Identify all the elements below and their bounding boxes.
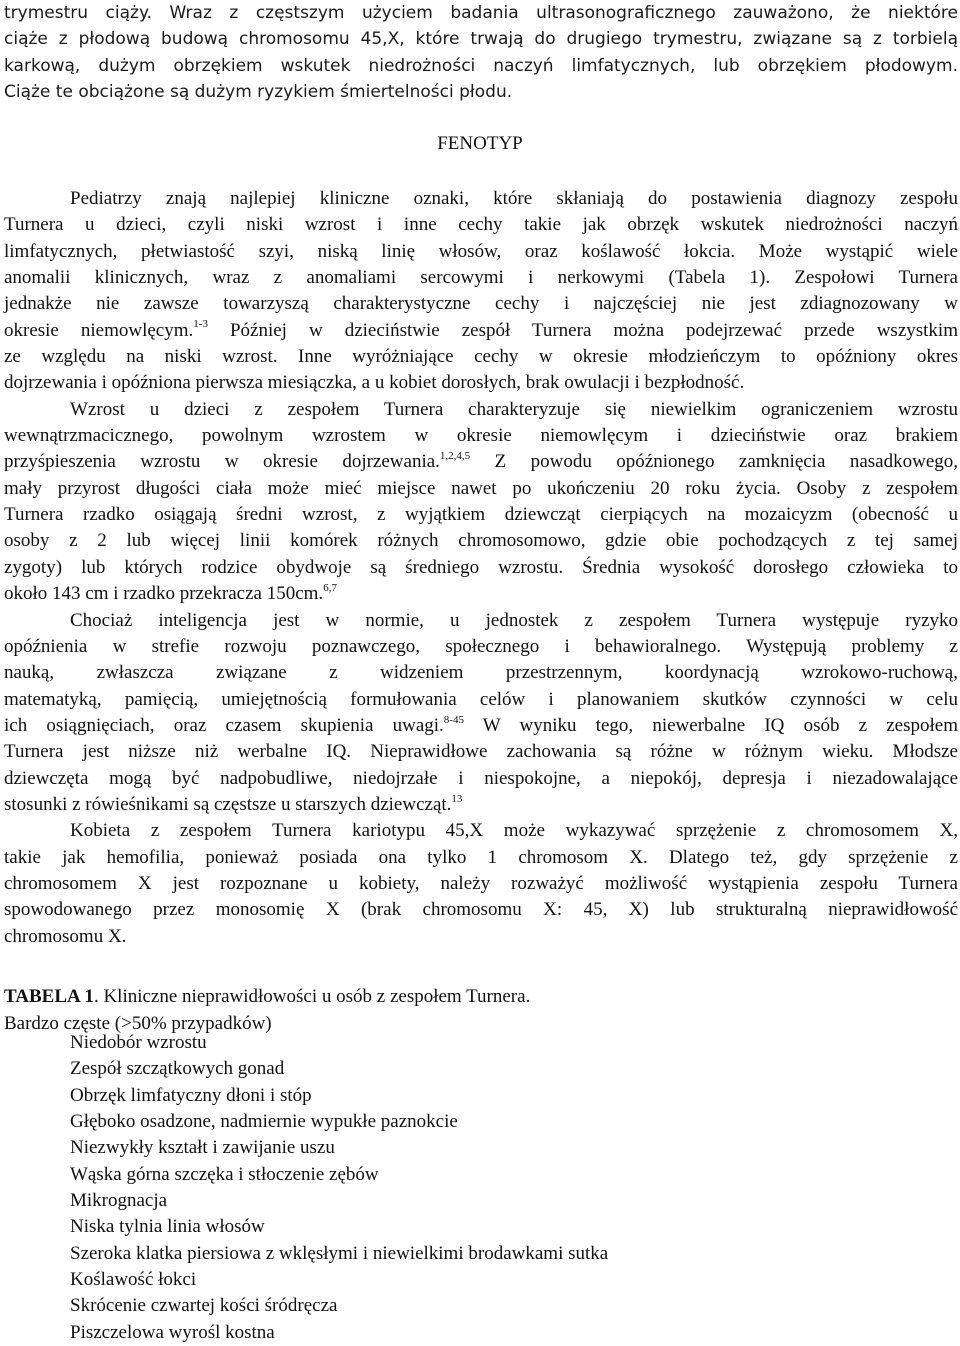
intro-line: trymestru ciąży. Wraz z częstszym użyciem badania ultrasonograficznego zauważono, że niektóre [4,3,958,23]
table-caption [4,984,530,1010]
body-line-text: około 143 cm i rzadko przekracza 150cm. [4,583,324,605]
intro-paragraph [4,0,958,105]
body-line [4,713,958,739]
body-line-text: Z powodu opóźnionego zamknięcia nasadkowego, [470,451,958,473]
body-line-text: Turnera rzadko osiągają średni wzrost, z wyjątkiem dziewcząt cierpiących na mozaicyzm (obecność u [4,504,958,526]
body-line [4,608,958,634]
table-list-item: Wąska górna szczęka i stłoczenie zębów [70,1163,379,1185]
body-line [4,581,958,607]
body-line-text: Wzrost u dzieci z zespołem Turnera charakteryzuje się niewielkim ograniczeniem wzrostu [70,398,958,420]
body-line-text: takie jak hemofilia, ponieważ posiada ona tylko 1 chromosom X. Dlatego też, gdy sprzężenie z [4,846,958,868]
table-list [70,1030,608,1346]
body-line-text: jednakże nie zawsze towarzyszą charakterystyczne cechy i najczęściej nie jest zdiagnozowany w [4,293,958,315]
body-line [4,476,958,502]
body-line-text: W wyniku tego, niewerbalne IQ osób z zespołem [463,714,958,736]
table-list-item: Niedobór wzrostu [70,1032,207,1053]
body-line [4,423,958,449]
body-line [4,766,958,792]
body-line-text: okresie niemowlęcym. [4,319,194,341]
body-line [4,239,958,265]
table-caption-text: . Kliniczne nieprawidłowości u osób z zespołem Turnera. [93,986,531,1007]
body-line-text: ich osiągnięciach, oraz czasem skupienia uwagi. [4,714,444,736]
table-list-item: Szeroka klatka piersiowa z wklęsłymi i niewielkimi brodawkami sutka [70,1242,609,1264]
body-line [4,212,958,238]
table-list-item: Skrócenie czwartej kości śródręcza [70,1295,338,1317]
citation-superscript: 1-3 [193,318,208,331]
body-line-text: Później w dzieciństwie zespół Turnera można podejrzewać przede wszystkim [207,319,958,341]
body-line-text: osoby z 2 lub więcej linii komórek różnych chromosomowo, gdzie obie pochodzących z tej samej [4,530,958,552]
body-line-text: ze względu na niski wzrost. Inne wyróżniające cechy w okresie młodzieńczym to opóźniony okres [4,346,958,368]
body-line-text: spowodowanego przez monosomię X (brak chromosomu X: 45, X) lub strukturalną nieprawidłowość [4,899,958,921]
intro-line: ciąże z płodową budową chromosomu 45,X, które trwają do drugiego trymestru, związane są z torbielą [4,29,958,50]
body-line-text: stosunki z rówieśnikami są częstsze u starszych dziewcząt. [4,793,452,815]
body-line-text: nauką, zwłaszcza związane z widzeniem przestrzennym, koordynacją wzrokowo-ruchową, [4,662,958,684]
table-list-item: Piszczelowa wyrośl kostna [70,1321,275,1343]
table-list-item: Obrzęk limfatyczny dłoni i stóp [70,1084,312,1106]
citation-superscript: 13 [451,792,463,805]
body-line [4,792,958,818]
body-line-text: dziewczęta mogą być nadpobudliwe, niedojrzałe i niespokojne, a niepokój, depresja i niezadowalające [4,767,958,789]
body-line-text: chromosomem X jest rozpoznane u kobiety, należy rozważyć możliwość wystąpienia zespołu Turnera [4,872,958,894]
body-line-text: Chociaż inteligencja jest w normie, u jednostek z zespołem Turnera występuje ryzyko [70,609,958,631]
body-line [4,528,958,554]
citation-superscript: 6,7 [323,581,337,594]
body-line [4,318,958,344]
body-line [4,924,958,950]
body-line-text: Pediatrzy znają najlepiej kliniczne oznaki, które skłaniają do postawienia diagnozy zespołu [70,188,958,209]
body-line-text: Turnera u dzieci, czyli niski wzrost i inne cechy takie jak obrzęk wskutek niedrożności naczyń [4,214,958,236]
table-list-item: Mikrognacja [70,1190,168,1212]
body-line-text: chromosomu X. [4,925,127,947]
body-line-text: Kobieta z zespołem Turnera kariotypu 45,X może wykazywać sprzężenie z chromosomem X, [70,820,958,842]
intro-line: Ciąże te obciążone są dużym ryzykiem śmiertelności płodu. [4,81,513,102]
table-caption-label: TABELA 1 [4,986,94,1007]
table-list-item: Zespół szczątkowych gonad [70,1058,285,1080]
body-line [4,502,958,528]
body-line [4,397,958,423]
section-heading: FENOTYP [437,133,523,154]
body-line-text: anomalii klinicznych, wraz z anomaliami sercowymi i nerkowymi (Tabela 1). Zespołowi Turnera [4,267,958,289]
table-list-item: Głęboko osadzone, nadmiernie wypukłe paznokcie [70,1111,458,1133]
body-line-text: Turnera jest niższe niż werbalne IQ. Nieprawidłowe zachowania są różne w różnym wieku. Młodsze [4,741,958,763]
intro-line: karkową, dużym obrzękiem wskutek niedrożności naczyń limfatycznych, lub obrzękiem płodowym. [4,55,958,76]
citation-superscript: 1,2,4,5 [439,450,471,463]
body-line [4,265,958,291]
body-line [4,186,958,212]
body-line-text: opóźnienia w strefie rozwoju poznawczego, społecznego i behawioralnego. Występują problemy z [4,635,958,657]
body-text [4,186,958,950]
body-line-text: mały przyrost długości ciała może mieć miejsce nawet po ukończeniu 20 roku życia. Osoby z zespołem [4,477,958,499]
body-line [4,687,958,713]
table-group-heading: Bardzo częste (>50% przypadków) [4,1013,272,1034]
table-list-item: Niska tylnia linia włosów [70,1216,265,1238]
body-line-text: dojrzewania i opóźniona pierwsza miesiączka, a u kobiet dorosłych, brak owulacji i bezpłodność. [4,372,745,394]
body-line-text: zygoty) lub których rodzice obydwoje są średniego wzrostu. Średnia wysokość dorosłego człowieka to [4,556,958,578]
body-line [4,871,958,897]
citation-superscript: 8-45 [443,713,464,726]
body-line [4,634,958,660]
body-line [4,739,958,765]
body-line [4,818,958,844]
body-line [4,845,958,871]
table-list-item: Niezwykły kształt i zawijanie uszu [70,1137,335,1159]
body-line [4,291,958,317]
body-line [4,370,958,396]
body-line-text: przyśpieszenia wzrostu w okresie dojrzewania. [4,451,440,473]
table-list-item: Koślawość łokci [70,1269,197,1291]
body-line [4,660,958,686]
body-line [4,344,958,370]
body-line-text: matematyką, pamięcią, umiejętnością formułowania celów i planowaniem skutków czynności w celu [4,688,958,710]
body-line [4,897,958,923]
body-line [4,555,958,581]
body-line-text: wewnątrzmacicznego, powolnym wzrostem w okresie niemowlęcym i dzieciństwie oraz brakiem [4,425,958,447]
body-line-text: limfatycznych, płetwiastość szyi, niską linię włosów, oraz koślawość łokcia. Może wystąpić wiele [4,240,958,262]
body-line [4,449,958,475]
